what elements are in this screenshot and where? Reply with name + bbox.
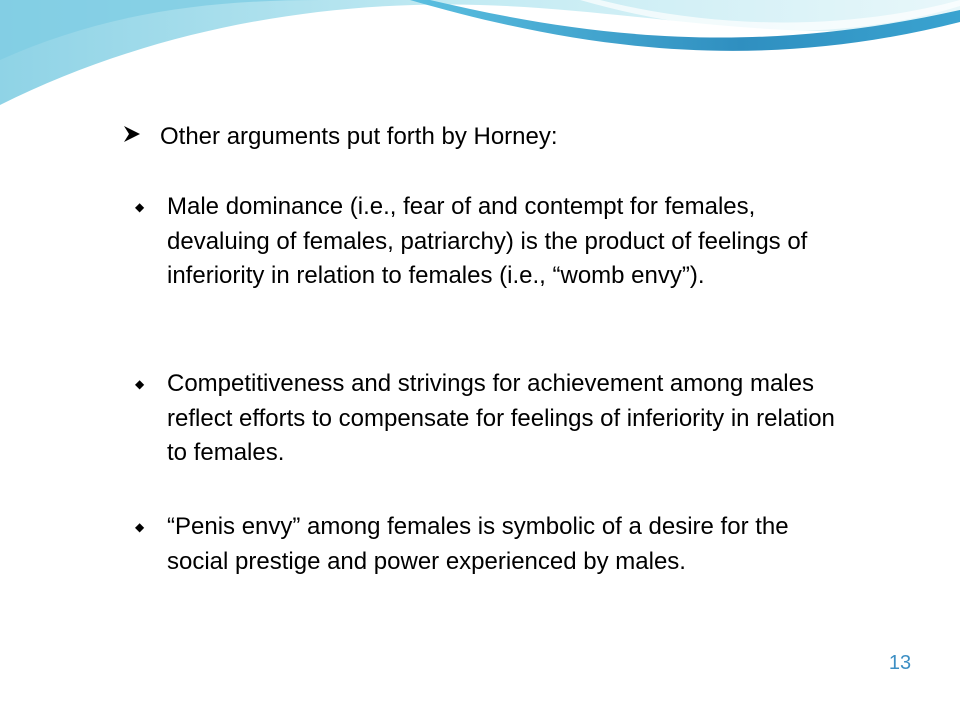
bullet-text: “Penis envy” among females is symbolic of a desire for the social prestige and power experienced by males. [167,513,789,575]
diamond-bullet-icon: ◆ [135,200,145,214]
diamond-bullet-icon: ◆ [135,520,145,534]
diamond-bullet-icon: ◆ [135,377,145,391]
header-wave-decoration [0,0,960,110]
bullet-item [135,510,847,579]
bullet-text: Male dominance (i.e., fear of and contempt for females, devaluing of females, patriarchy) is the product of feelings of inferiority in relation to females (i.e., “womb envy”). [167,193,808,289]
arrow-bullet-icon [122,120,160,154]
bullet-text: Competitiveness and strivings for achievement among males reflect efforts to compensate for feelings of inferiority in relation to females. [167,370,835,466]
heading-text: Other arguments put forth by Horney: [160,123,558,150]
page-number: 13 [888,652,912,674]
bullet-item [135,190,847,294]
slide-heading [122,120,882,154]
bullet-item [135,367,847,471]
